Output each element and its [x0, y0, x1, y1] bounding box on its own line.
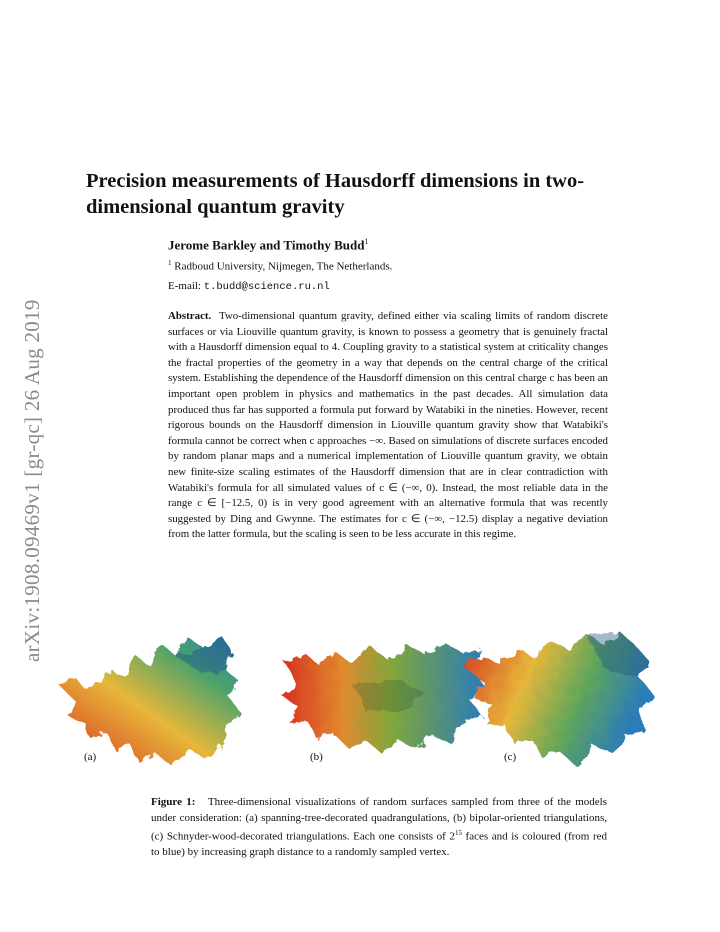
abstract-label: Abstract.	[168, 310, 212, 322]
paper-title: Precision measurements of Hausdorff dimensions in two-dimensional quantum gravity	[86, 170, 585, 218]
contact-email	[168, 280, 330, 293]
email-address[interactable]: t.budd@science.ru.nl	[203, 281, 330, 293]
figure-1	[54, 626, 666, 778]
abstract-text: Two-dimensional quantum gravity, defined either via scaling limits of random discrete surfaces or via Liouville quantum gravity, is known to possess a geometry that is genuinely fractal with a Hausdorff dimension equal to 4. Coupling gravity to a statistical system at criticality changes the fractal properties of the geometry in a way that depends on the central charge of the critical system. Establishing the dependence of the Hausdorff dimension on this central charge c has been an important open problem in physics and mathematics in the past decades. All simulation data produced thus far has supported a formula put forward by Watabiki in the nineties. However, recent rigorous bounds on the Hausdorff dimension in Liouville quantum gravity show that Watabiki's formula cannot be correct when c approaches −∞. Based on simulations of discrete surfaces encoded by random planar maps and a numerical implementation of Liouville quantum gravity, we obtain new finite-size scaling estimates of the Hausdorff dimension that are in clear contradiction with Watabiki's formula for all simulated values of c ∈ (−∞, 0). Instead, the most reliable data in the range c ∈ [−12.5, 0) is in very good agreement with an alternative formula that was recently suggested by Ding and Gwynne. The estimates for c ∈ (−∞, −12.5) display a negative deviation from the latter formula, but the scaling is seen to be less accurate in this regime.	[168, 310, 608, 541]
affiliation-mark: 1	[168, 259, 172, 267]
panel-label-b: (b)	[310, 751, 323, 763]
caption-text-end: faces and is coloured (from red to blue) by increasing graph distance to a randomly sampled vertex.	[151, 830, 607, 859]
caption-text-start: Three-dimensional visualizations of random surfaces sampled from three of the models under consideration: (a) spanning-tree-decorated quadrangulations, (b) bipolar-oriented triangulations, (c) Schnyder-wood-decorated triangulations. Each one consists of 2	[151, 796, 607, 843]
surface-a	[58, 636, 242, 766]
author-names: Jerome Barkley and Timothy Budd	[168, 237, 365, 253]
affiliation-text: Radboud University, Nijmegen, The Netherlands.	[174, 260, 393, 273]
surface-visualizations	[54, 626, 666, 778]
email-label: E-mail:	[168, 280, 201, 292]
surface-c	[462, 632, 654, 766]
surface-b	[282, 642, 484, 754]
author-affiliation-mark: 1	[364, 237, 369, 246]
panel-label-c: (c)	[504, 751, 517, 763]
caption-label: Figure 1:	[151, 796, 196, 808]
panel-label-a: (a)	[84, 751, 97, 763]
author-list	[168, 237, 368, 253]
figure-caption	[151, 795, 607, 861]
abstract	[168, 309, 608, 543]
affiliation	[168, 259, 392, 273]
caption-exponent: 15	[454, 829, 462, 837]
arxiv-identifier: arXiv:1908.09469v1 [gr-qc] 26 Aug 2019	[20, 299, 44, 662]
